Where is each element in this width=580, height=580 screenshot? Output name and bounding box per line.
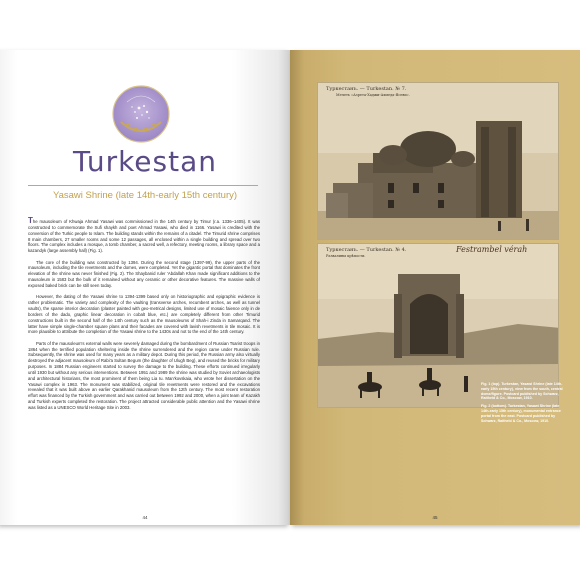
postcard-2-caption-line1: Туркестанъ. — Turkestan. № 4. <box>326 247 407 253</box>
article-body <box>28 218 260 416</box>
paragraph-4: Parts of the mausoleum's external walls were severely damaged during the bombardment of Russian Tsarist troops in 1864 when the terrified population sheltering inside the shrine surrendered and the region came under Russian rule. Subsequently, the shrine was used for many years as a military depot. During this period, the Russian army also virtually destroyed the adjacent mausoleum of Rabi'a Sultan Begum (the daughter of Ulugh Beg), and reused the bricks for military purposes. In 1884 Russian engineers started to survey the damage to the building. These efforts continued irregularly until 1930 but without any serious interventions. Between 1951 and 1989 the shrine was studied by Soviet archaeologists and architectural historians, the most prominent of them being Lia Iu. Man'kovskaia, who wrote her dissertation on the Yasawi complex in 1963. The monument was stabilized, original tile revetments were restored and the excavations revealed that it was built above an earlier Qarakhanid mausoleum from the 12th century. The most recent restoration effort was financed by the Turkish government and was carried out between 1992 and 2000, when a joint team of Kazakh and Turkish experts completed the restoration. The project attracted considerable public attention and the Yasawi shrine was listed as a UNESCO World Heritage Site in 2003. <box>28 340 260 410</box>
postcard-2-caption-line2: Развалины крѣпости. <box>326 254 366 258</box>
page-title: Turkestan <box>72 145 218 178</box>
mausoleum-photo-icon <box>318 83 559 240</box>
page-number-left: 44 <box>142 515 148 520</box>
right-page <box>290 50 580 525</box>
page-number-right: 45 <box>432 515 438 520</box>
postcard-1-caption-line2: Мечеть «Азрета-Хаджи-Ахмеда-Ясеви». <box>336 93 410 97</box>
left-page <box>0 50 290 525</box>
paragraph-1: The mausoleum of Khwaja Ahmad Yasawi was commissioned in the 14th century by Timur (r.a. 1336–1405). It was constructed to commemorate the Sufi shaykh and poet Ahmad Yasawi, who died in 1166. Yasawi is credited with the conversion of the Turkic people to Islam. The building stands within the remains of a citadel. The Timurid shrine comprises 8 main chambers, 27 smaller rooms and some 12 passages, all enclosed within a single building and spread over two floors. The complex includes a mosque, a tomb chamber, a sacred well, a refectory, meeting rooms, a library space and a kazandyk (large assembly hall) (Fig. 1). <box>28 216 260 254</box>
paragraph-2: The core of the building was constructed by 1394. During the second stage (1397-99), the upper parts of the mausoleum, including the tile revetments and the domes, were completed. Yet the gigantic portal that dominates the front elevation of the shrine was never finished (Fig. 2). The Shaybanid ruler 'Abdallah Khan made significant additions to the mausoleum in 1583 but the bulk of it remained without any ceramic or other decorative features. The massive walls of exposed baked brick can be still seen today. <box>28 259 260 288</box>
postcard-1-caption-line1: Туркестанъ. — Turkestan. № 7. <box>326 86 407 92</box>
handwritten-note: Festrambel vérah <box>456 245 528 254</box>
figure-2-caption: Fig. 2 (bottom). Turkestan, Yasawi Shrine (late 14th-early 15th century), monumental entrance portal from the east. Postcard published by Schwarz, Raitheld & Co., Moscow, 1910. <box>481 404 561 423</box>
figure-captions <box>481 382 566 426</box>
figure-1-caption: Fig. 1 (top). Turkestan, Yasawi Shrine (late 14th-early 15th century), view from the south, central dome/figure. Postcard published by Schwarz, Raitheld & Co., Moscow, 1910. <box>481 382 563 401</box>
section-subtitle: Yasawi Shrine (late 14th-early 15th century) <box>52 190 238 201</box>
drop-cap: T <box>28 216 33 225</box>
sunburst-wreath-logo-icon <box>109 82 173 146</box>
paragraph-3: However, the dating of the Yasawi shrine to 1394-1399 based only on historiographic and epigraphic evidence is rather problematic. The variety and complexity of the vaulting (transverse arches, recumbent arches, as well as tunnel vaults), the sparse interior decoration (plaster painted with geo-metrical designs, limited use of mosaic faience only in de borders of the dado, graphic linear decoration in cobalt blue, etc.) are completely different from other Timurid constructions built in the second half of the 14th century such as the mausoleums of Shah-i Zinda in Samarqand. The latter have simple single-chamber square plans and their facades are covered with lavish revetments in tile mosaic. It is more plausible to attribute the completion of the Yasawi shrine to the 1430s and not to the end of the 14th century. <box>28 294 260 335</box>
postcard-yasawi-south-view <box>317 82 559 240</box>
gold-divider <box>28 185 258 186</box>
book-spread <box>0 50 580 525</box>
